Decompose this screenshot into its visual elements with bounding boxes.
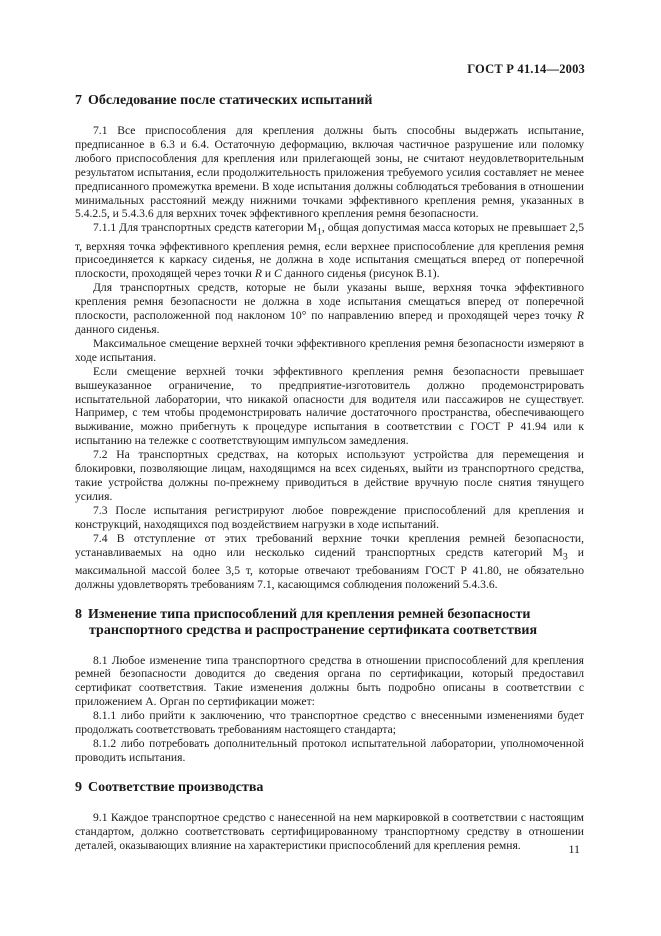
page-number: 11 xyxy=(568,842,580,856)
section-title-line-2: транспортного средства и распространение сертификата соответствия xyxy=(89,622,538,638)
section-7-heading xyxy=(75,93,584,109)
section-8-body xyxy=(75,654,584,765)
paragraph-7-2: 7.2 На транспортных средствах, на которых используют устройства для перемещения и блокировки, позволяющие лицам, находящимся на всех сиденьях, выйти из транспортного средства, такие устройства должны по-прежнему приводиться в действие вручную после снятия тянущего усилия. xyxy=(75,448,584,503)
paragraph-8-1-2: 8.1.2 либо потребовать дополнительный протокол испытательной лаборатории, уполномоченной проводить испытания. xyxy=(75,736,584,764)
section-7-body xyxy=(75,124,584,592)
paragraph-8-1-1: 8.1.1 либо прийти к заключению, что транспортное средство с внесенными изменениями будет продолжать соответствовать требованиям настоящего стандарта; xyxy=(75,709,584,737)
section-8-heading xyxy=(75,607,584,639)
section-number: 8 xyxy=(75,606,82,622)
paragraph-max-displacement: Максимальное смещение верхней точки эффективного крепления ремня безопасности измеряют в ходе испытания. xyxy=(75,336,584,364)
paragraph-7-1-1: 7.1.1 Для транспортных средств категории $M_1$, общая допустимая масса которых не превышает 2,5 т, верхняя точка эффективного крепления ремня, если верхнее приспособление для крепления ремня присоединяется к каркасу сиденья, не должна в ходе испытания смещаться вперед от поперечной плоскости, проходящей через точки R и C данного сиденья (рисунок В.1). xyxy=(75,221,584,281)
paragraph-other-vehicles: Для транспортных средств, которые не были указаны выше, верхняя точка эффективного крепления ремня безопасности не должна в ходе испытания смещаться вперед от поперечной плоскости, расположенной под наклоном 10° по направлению вперед и проходящей через точку R данного сиденья. xyxy=(75,281,584,336)
section-title: Обследование после статических испытаний xyxy=(88,93,373,108)
section-title-line-1: Изменение типа приспособлений для крепления ремней безопасности xyxy=(88,606,531,622)
paragraph-displacement-exceeds: Если смещение верхней точки эффективного крепления ремня безопасности превышает вышеуказанное ограничение, то предприятие-изготовитель должно продемонстрировать испытательной лаборатории, что никакой опасности для водителя или пассажиров не существует. Например, с тем чтобы продемонстрировать наличие достаточного пространства, обеспечивающего выживание, можно прибегнуть к процедуре испытания в соответствии с ГОСТ Р 41.94 или к испытанию на тележке с соответствующим импульсом замедления. xyxy=(75,364,584,448)
document-code: ГОСТ Р 41.14—2003 xyxy=(467,62,585,76)
section-9-body xyxy=(75,811,584,853)
paragraph-7-1: 7.1 Все приспособления для крепления должны быть способны выдержать испытание, предписанное в 6.3 и 6.4. Остаточную деформацию, включая частичное разрушение или поломку любого приспособления для крепления или прилегающей зоны, не считают неудовлетворительным результатом испытания, если продолжительность приложения требуемого усилия составляет не менее предписанного промежутка времени. В ходе испытания должны соблюдаться требования в отношении минимальных расстояний между нижними точками эффективного крепления ремня, указанных в 5.4.2.5, и 5.4.3.6 для верхних точек эффективного крепления ремня безопасности. xyxy=(75,124,584,221)
section-title: Соответствие производства xyxy=(88,779,264,795)
paragraph-8-1: 8.1 Любое изменение типа транспортного средства в отношении приспособлений для крепления ремней безопасности доводится до сведения органа по сертификации, который предоставил сертификат соответствия. Такие изменения должны быть подробно описаны в соответствии с приложением А. Орган по сертификации может: xyxy=(75,653,584,709)
section-number: 9 xyxy=(75,779,82,795)
page-content xyxy=(75,93,584,853)
paragraph-9-1: 9.1 Каждое транспортное средство с нанесенной на нем маркировкой в соответствии с настоящим стандартом, должно соответствовать сертифицированному транспортному средству в отношении деталей, оказывающих влияние на характеристики приспособлений для крепления ремня. xyxy=(75,810,584,852)
section-9-heading xyxy=(75,780,584,796)
paragraph-7-3: 7.3 После испытания регистрируют любое повреждение приспособлений для крепления и конструкций, находящихся под воздействием нагрузки в ходе испытаний. xyxy=(75,503,584,531)
section-number: 7 xyxy=(75,93,82,108)
paragraph-7-4: 7.4 В отступление от этих требований верхние точки крепления ремней безопасности, устанавливаемых на одно или несколько сидений транспортных средств категорий $M_3$ и максимальной массой более 3,5 т, которые отвечают требованиям ГОСТ Р 41.80, не обязательно должны удовлетворять требованиям 7.1, касающимся соблюдения положений 5.4.3.6. xyxy=(75,531,584,591)
